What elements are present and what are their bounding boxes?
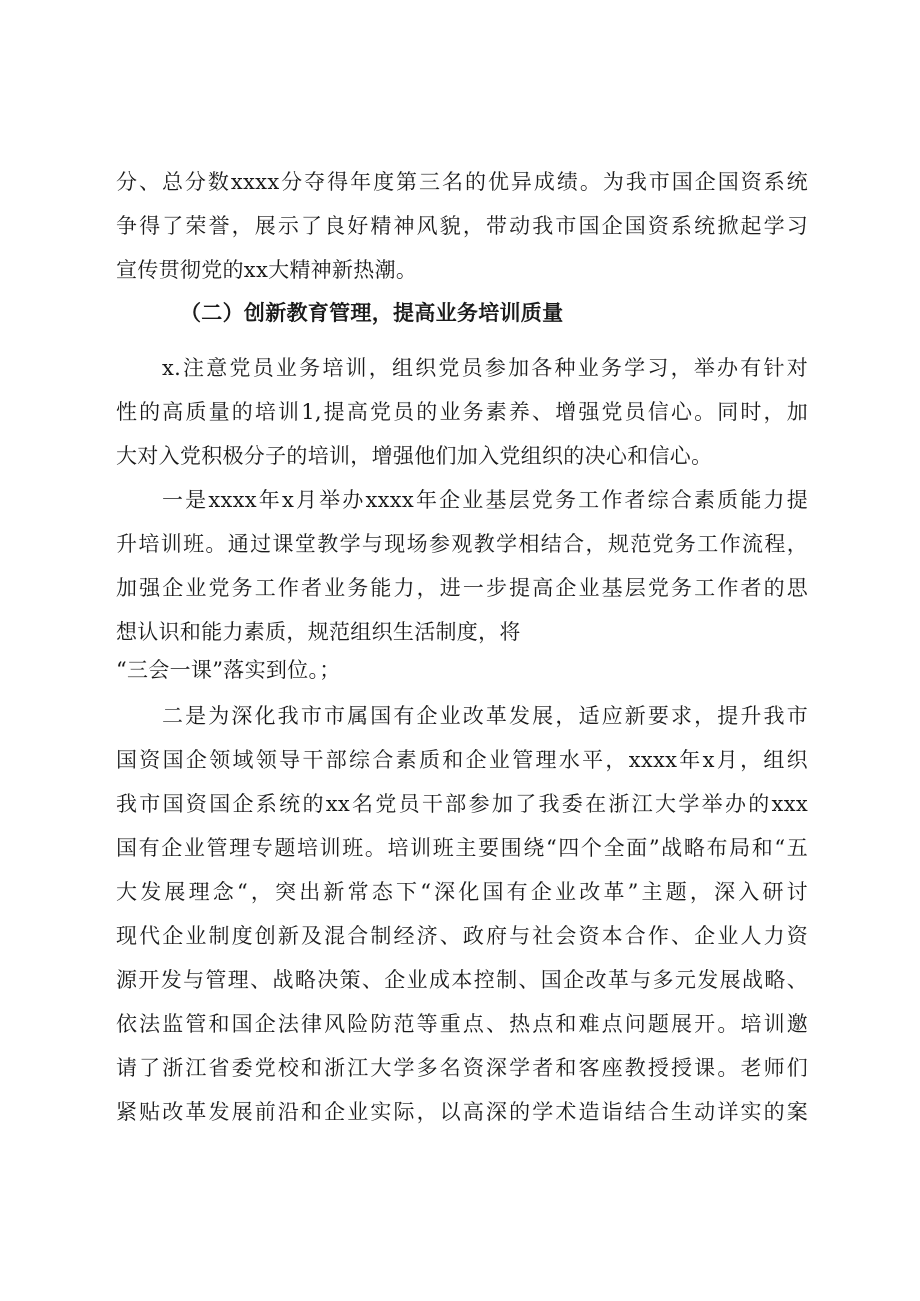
text-line: 宣传贯彻党的xx大精神新热潮。 <box>116 258 418 282</box>
text-line: 一是xxxx年x月举办xxxx年企业基层党务工作者综合素质能力提 <box>162 488 808 512</box>
text-line: 二是为深化我市市属国有企业改革发展，适应新要求，提升我市 <box>162 704 808 728</box>
text-line: 大发展理念“，突出新常态下“深化国有企业改革”主题，深入研讨 <box>116 880 808 904</box>
text-line: 升培训班。通过课堂教学与现场参观教学相结合，规范党务工作流程， <box>116 532 808 556</box>
section-heading: （二）创新教育管理，提高业务培训质量 <box>180 300 564 325</box>
text-line: 争得了荣誉，展示了良好精神风貌，带动我市国企国资系统掀起学习 <box>116 214 808 238</box>
text-line: 请了浙江省委党校和浙江大学多名资深学者和客座教授授课。老师们 <box>116 1056 808 1080</box>
text-line: 加强企业党务工作者业务能力，进一步提高企业基层党务工作者的思 <box>116 576 808 600</box>
text-line: 现代企业制度创新及混合制经济、政府与社会资本合作、企业人力资 <box>116 924 808 948</box>
text-line: 我市国资国企系统的xx名党员干部参加了我委在浙江大学举办的xxx <box>116 792 808 816</box>
text-line: 源开发与管理、战略决策、企业成本控制、国企改革与多元发展战略、 <box>116 968 808 992</box>
text-line: 依法监管和国企法律风险防范等重点、热点和难点问题展开。培训邀 <box>116 1012 808 1036</box>
text-line: 国资国企领域领导干部综合素质和企业管理水平，xxxx年x月，组织 <box>116 748 808 772</box>
text-line: 想认识和能力素质，规范组织生活制度，将 <box>116 620 521 644</box>
text-line: 性的高质量的培训1,提高党员的业务素养、增强党员信心。同时，加 <box>116 400 808 424</box>
text-line: 大对入党积极分子的培训，增强他们加入党组织的决心和信心。 <box>116 444 713 468</box>
text-line: “三会一课”落实到位。； <box>116 658 341 682</box>
text-line: 分、总分数xxxx分夺得年度第三名的优异成绩。为我市国企国资系统 <box>116 170 808 194</box>
text-line: 国有企业管理专题培训班。培训班主要围绕“四个全面”战略布局和“五 <box>116 836 808 860</box>
text-line: x.注意党员业务培训，组织党员参加各种业务学习，举办有针对 <box>162 356 808 380</box>
text-line: 紧贴改革发展前沿和企业实际，以高深的学术造诣结合生动详实的案 <box>116 1100 808 1124</box>
